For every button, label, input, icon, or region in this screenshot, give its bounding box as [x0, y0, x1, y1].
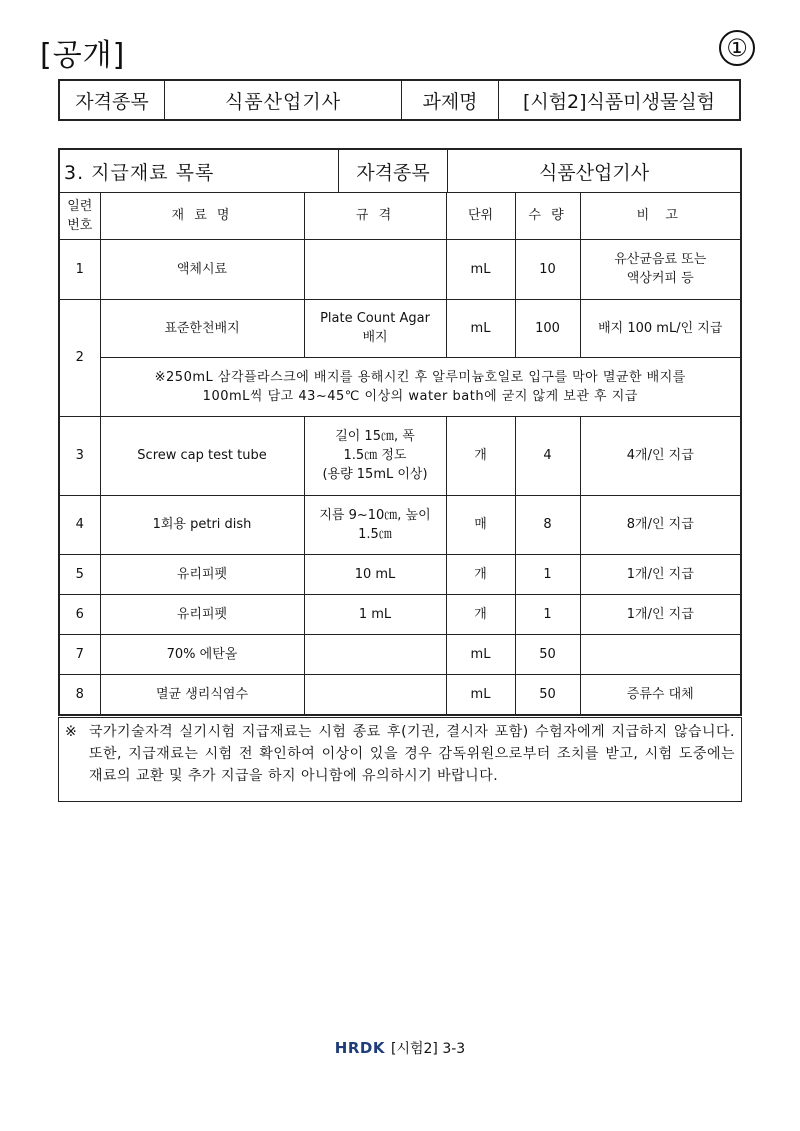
material-remarks: 1개/인 지급 [580, 554, 740, 594]
table-row [60, 299, 740, 357]
table-row [60, 495, 740, 554]
material-quantity: 100 [515, 299, 580, 357]
page-footer [0, 1038, 800, 1058]
material-name: Screw cap test tube [100, 416, 304, 495]
spec-line: 지름 9~10㎝, 높이 [319, 507, 431, 523]
material-quantity: 4 [515, 416, 580, 495]
table-row [60, 416, 740, 495]
note-line: ※250mL 삼각플라스크에 배지를 용해시킨 후 알루미늄호일로 입구를 막아 멸균한 배지를 [154, 369, 686, 385]
material-spec: 1 mL [304, 594, 446, 634]
table-row [60, 594, 740, 634]
material-remarks [580, 239, 740, 299]
column-header-number [60, 193, 100, 239]
material-name: 70% 에탄올 [100, 634, 304, 674]
material-unit: 개 [446, 416, 515, 495]
spec-line: 1.5㎝ [358, 526, 392, 542]
material-unit: 매 [446, 495, 515, 554]
row-number: 3 [60, 416, 100, 495]
row-number: 7 [60, 634, 100, 674]
notice-text: 국가기술자격 실기시험 지급재료는 시험 종료 후(기권, 결시자 포함) 수험자에게 지급하지 않습니다. 또한, 지급재료는 시험 전 확인하여 이상이 있을 경우 감독위원으로부터 조치를 받고, 시험 도중에는 재료의 교환 및 추가 지급을 하지 아니함에 유의하시기 바랍니다. [89, 724, 735, 784]
material-quantity: 50 [515, 674, 580, 714]
distribution-notice [58, 717, 742, 802]
section-title: 3. 지급재료 목록 [64, 161, 215, 184]
material-unit: mL [446, 634, 515, 674]
column-header-number-line: 일련 [67, 198, 93, 214]
column-header-name: 재 료 명 [100, 193, 304, 239]
material-spec [304, 674, 446, 714]
table-header-row [60, 193, 740, 239]
qualification-label: 자격종목 [59, 80, 165, 120]
note-line: 100mL씩 담고 43~45℃ 이상의 water bath에 굳지 않게 보관 후 지급 [202, 388, 638, 404]
material-remarks: 8개/인 지급 [580, 495, 740, 554]
row-number: 2 [60, 299, 100, 416]
task-value: [시험2]식품미생물실험 [499, 80, 741, 120]
spec-line: 길이 15㎝, 폭 [335, 429, 415, 444]
column-header-quantity: 수 량 [515, 193, 580, 239]
material-name: 유리피펫 [100, 554, 304, 594]
table-row [60, 239, 740, 299]
material-name: 1회용 petri dish [100, 495, 304, 554]
material-spec [304, 299, 446, 357]
material-quantity: 8 [515, 495, 580, 554]
task-label: 과제명 [402, 80, 499, 120]
table-row-note [60, 357, 740, 416]
material-unit: mL [446, 239, 515, 299]
spec-line: 배지 [362, 330, 388, 345]
column-header-spec: 규 격 [304, 193, 446, 239]
table-row [60, 674, 740, 714]
materials-table [60, 193, 740, 714]
page-number-marker: ① [719, 30, 755, 66]
row-number: 5 [60, 554, 100, 594]
row-2-note [100, 357, 740, 416]
material-spec [304, 239, 446, 299]
material-remarks: 증류수 대체 [580, 674, 740, 714]
column-header-remarks: 비 고 [580, 193, 740, 239]
column-header-unit: 단위 [446, 193, 515, 239]
qualification-value: 식품산업기사 [165, 80, 402, 120]
material-quantity: 10 [515, 239, 580, 299]
footer-label: [시험2] 3-3 [390, 1041, 466, 1057]
material-spec [304, 495, 446, 554]
row-number: 8 [60, 674, 100, 714]
hrdk-logo: HRDK [334, 1039, 385, 1057]
material-unit: 개 [446, 554, 515, 594]
column-header-number-line: 번호 [67, 217, 93, 233]
row-number: 1 [60, 239, 100, 299]
row-number: 4 [60, 495, 100, 554]
public-label: [공개] [40, 38, 126, 73]
material-remarks: 4개/인 지급 [580, 416, 740, 495]
spec-line: 1.5㎝ 정도 [343, 448, 407, 463]
material-quantity: 1 [515, 554, 580, 594]
material-remarks: 배지 100 mL/인 지급 [580, 299, 740, 357]
material-name: 유리피펫 [100, 594, 304, 634]
material-remarks: 1개/인 지급 [580, 594, 740, 634]
material-quantity: 50 [515, 634, 580, 674]
material-spec [304, 416, 446, 495]
material-spec: 10 mL [304, 554, 446, 594]
material-name: 표준한천배지 [100, 299, 304, 357]
remarks-line: 유산균음료 또는 [614, 252, 707, 267]
material-name: 액체시료 [100, 239, 304, 299]
spec-line: Plate Count Agar [320, 311, 430, 326]
material-unit: mL [446, 674, 515, 714]
material-unit: mL [446, 299, 515, 357]
section-header [60, 150, 740, 193]
spec-line: (용량 15mL 이상) [322, 467, 428, 482]
remarks-line: 액상커피 등 [626, 271, 694, 286]
table-row [60, 634, 740, 674]
material-remarks [580, 634, 740, 674]
material-name: 멸균 생리식염수 [100, 674, 304, 714]
table-row [60, 554, 740, 594]
header-table [58, 79, 741, 121]
materials-section [58, 148, 742, 716]
notice-mark: ※ [65, 724, 78, 740]
material-unit: 개 [446, 594, 515, 634]
row-number: 6 [60, 594, 100, 634]
section-qualification-label: 자격종목 [338, 150, 448, 192]
material-quantity: 1 [515, 594, 580, 634]
material-spec [304, 634, 446, 674]
section-qualification-value: 식품산업기사 [538, 161, 650, 184]
